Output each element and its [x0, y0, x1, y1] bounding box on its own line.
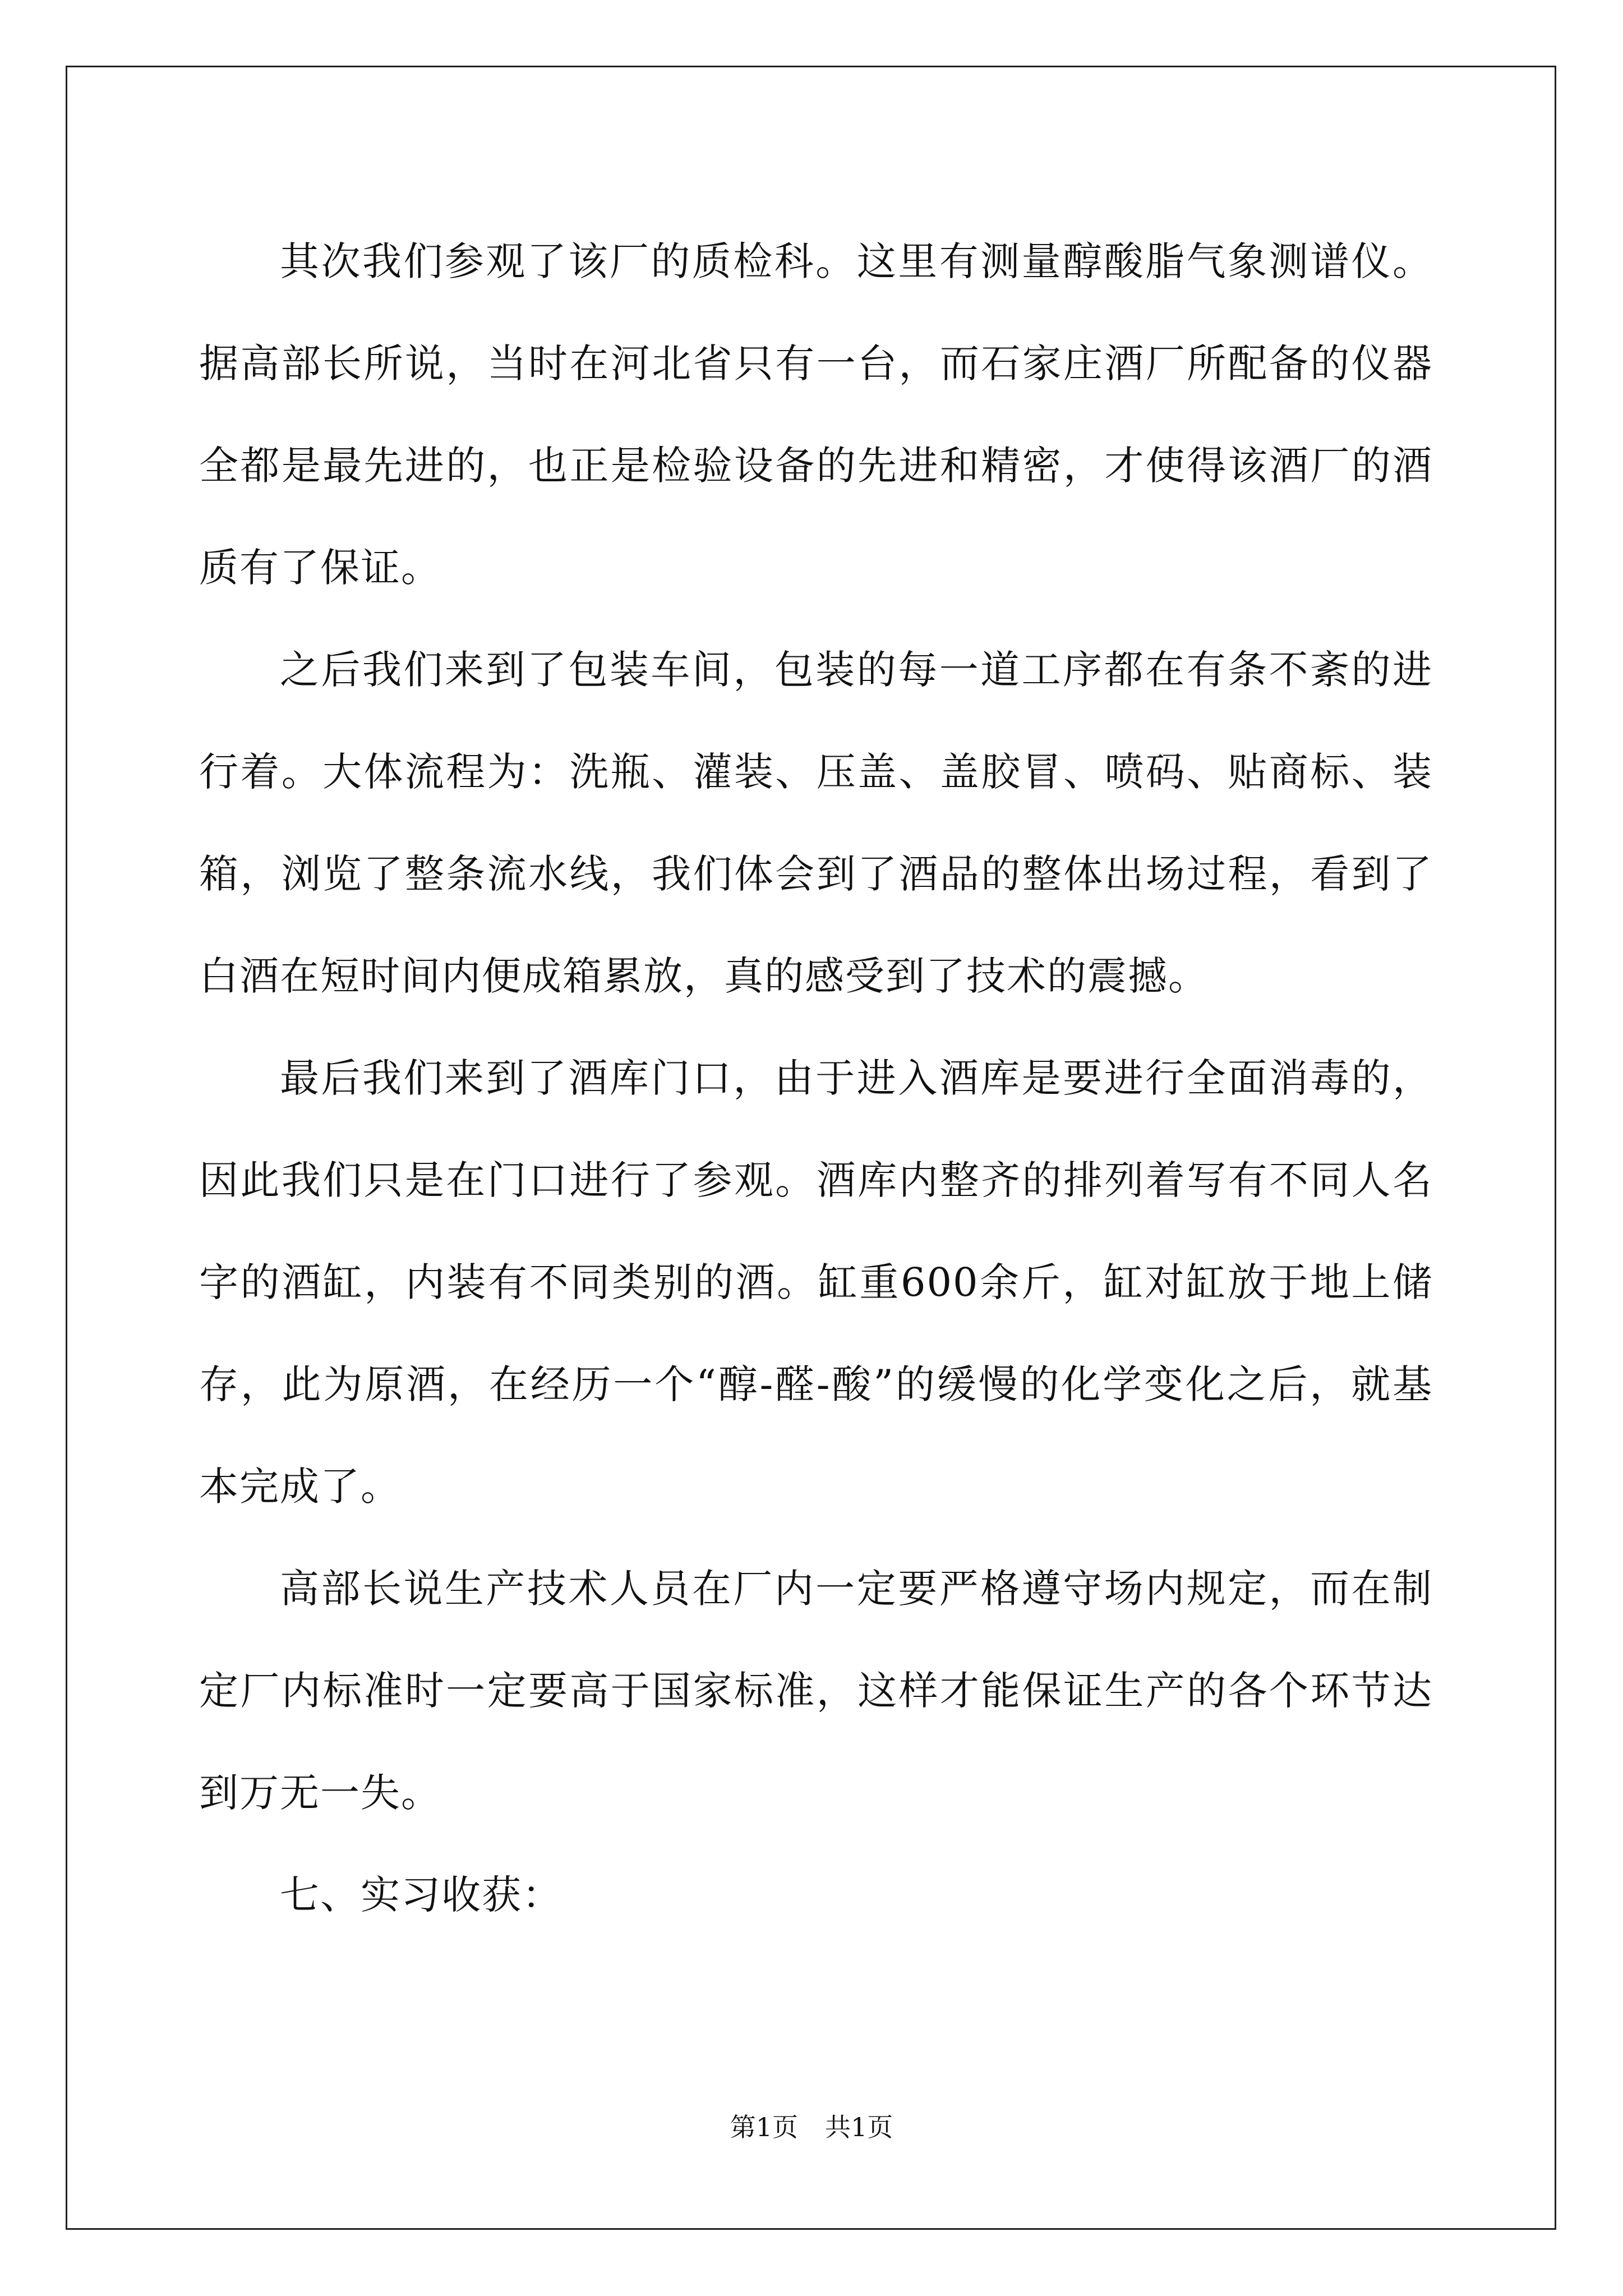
page-number-current: 第1页	[730, 2112, 798, 2142]
page-number-total: 共1页	[825, 2112, 893, 2142]
page-footer	[0, 2110, 1623, 2144]
document-body	[199, 210, 1433, 1946]
paragraph-wine-cellar: 最后我们来到了酒库门口，由于进入酒库是要进行全面消毒的，因此我们只是在门口进行了参观。酒库内整齐的排列着写有不同人名字的酒缸，内装有不同类别的酒。缸重600余斤，缸对缸放于地上储存，此为原酒，在经历一个“醇-醛-酸”的缓慢的化学变化之后，就基本完成了。	[199, 1055, 1433, 1510]
section-heading-internship-gains: 七、实习收获：	[280, 1872, 562, 1918]
paragraph-standards: 高部长说生产技术人员在厂内一定要严格遵守场内规定，而在制定厂内标准时一定要高于国家标准，这样才能保证生产的各个环节达到万无一失。	[199, 1566, 1433, 1816]
paragraph-packaging-workshop: 之后我们来到了包装车间，包装的每一道工序都在有条不紊的进行着。大体流程为：洗瓶、灌装、压盖、盖胶冒、喷码、贴商标、装箱，浏览了整条流水线，我们体会到了酒品的整体出场过程，看到了白酒在短时间内便成箱累放，真的感受到了技术的震撼。	[199, 647, 1433, 999]
paragraph-quality-inspection: 其次我们参观了该厂的质检科。这里有测量醇酸脂气象测谱仪。据高部长所说，当时在河北省只有一台，而石家庄酒厂所配备的仪器全都是最先进的，也正是检验设备的先进和精密，才使得该酒厂的酒质有了保证。	[199, 238, 1433, 591]
